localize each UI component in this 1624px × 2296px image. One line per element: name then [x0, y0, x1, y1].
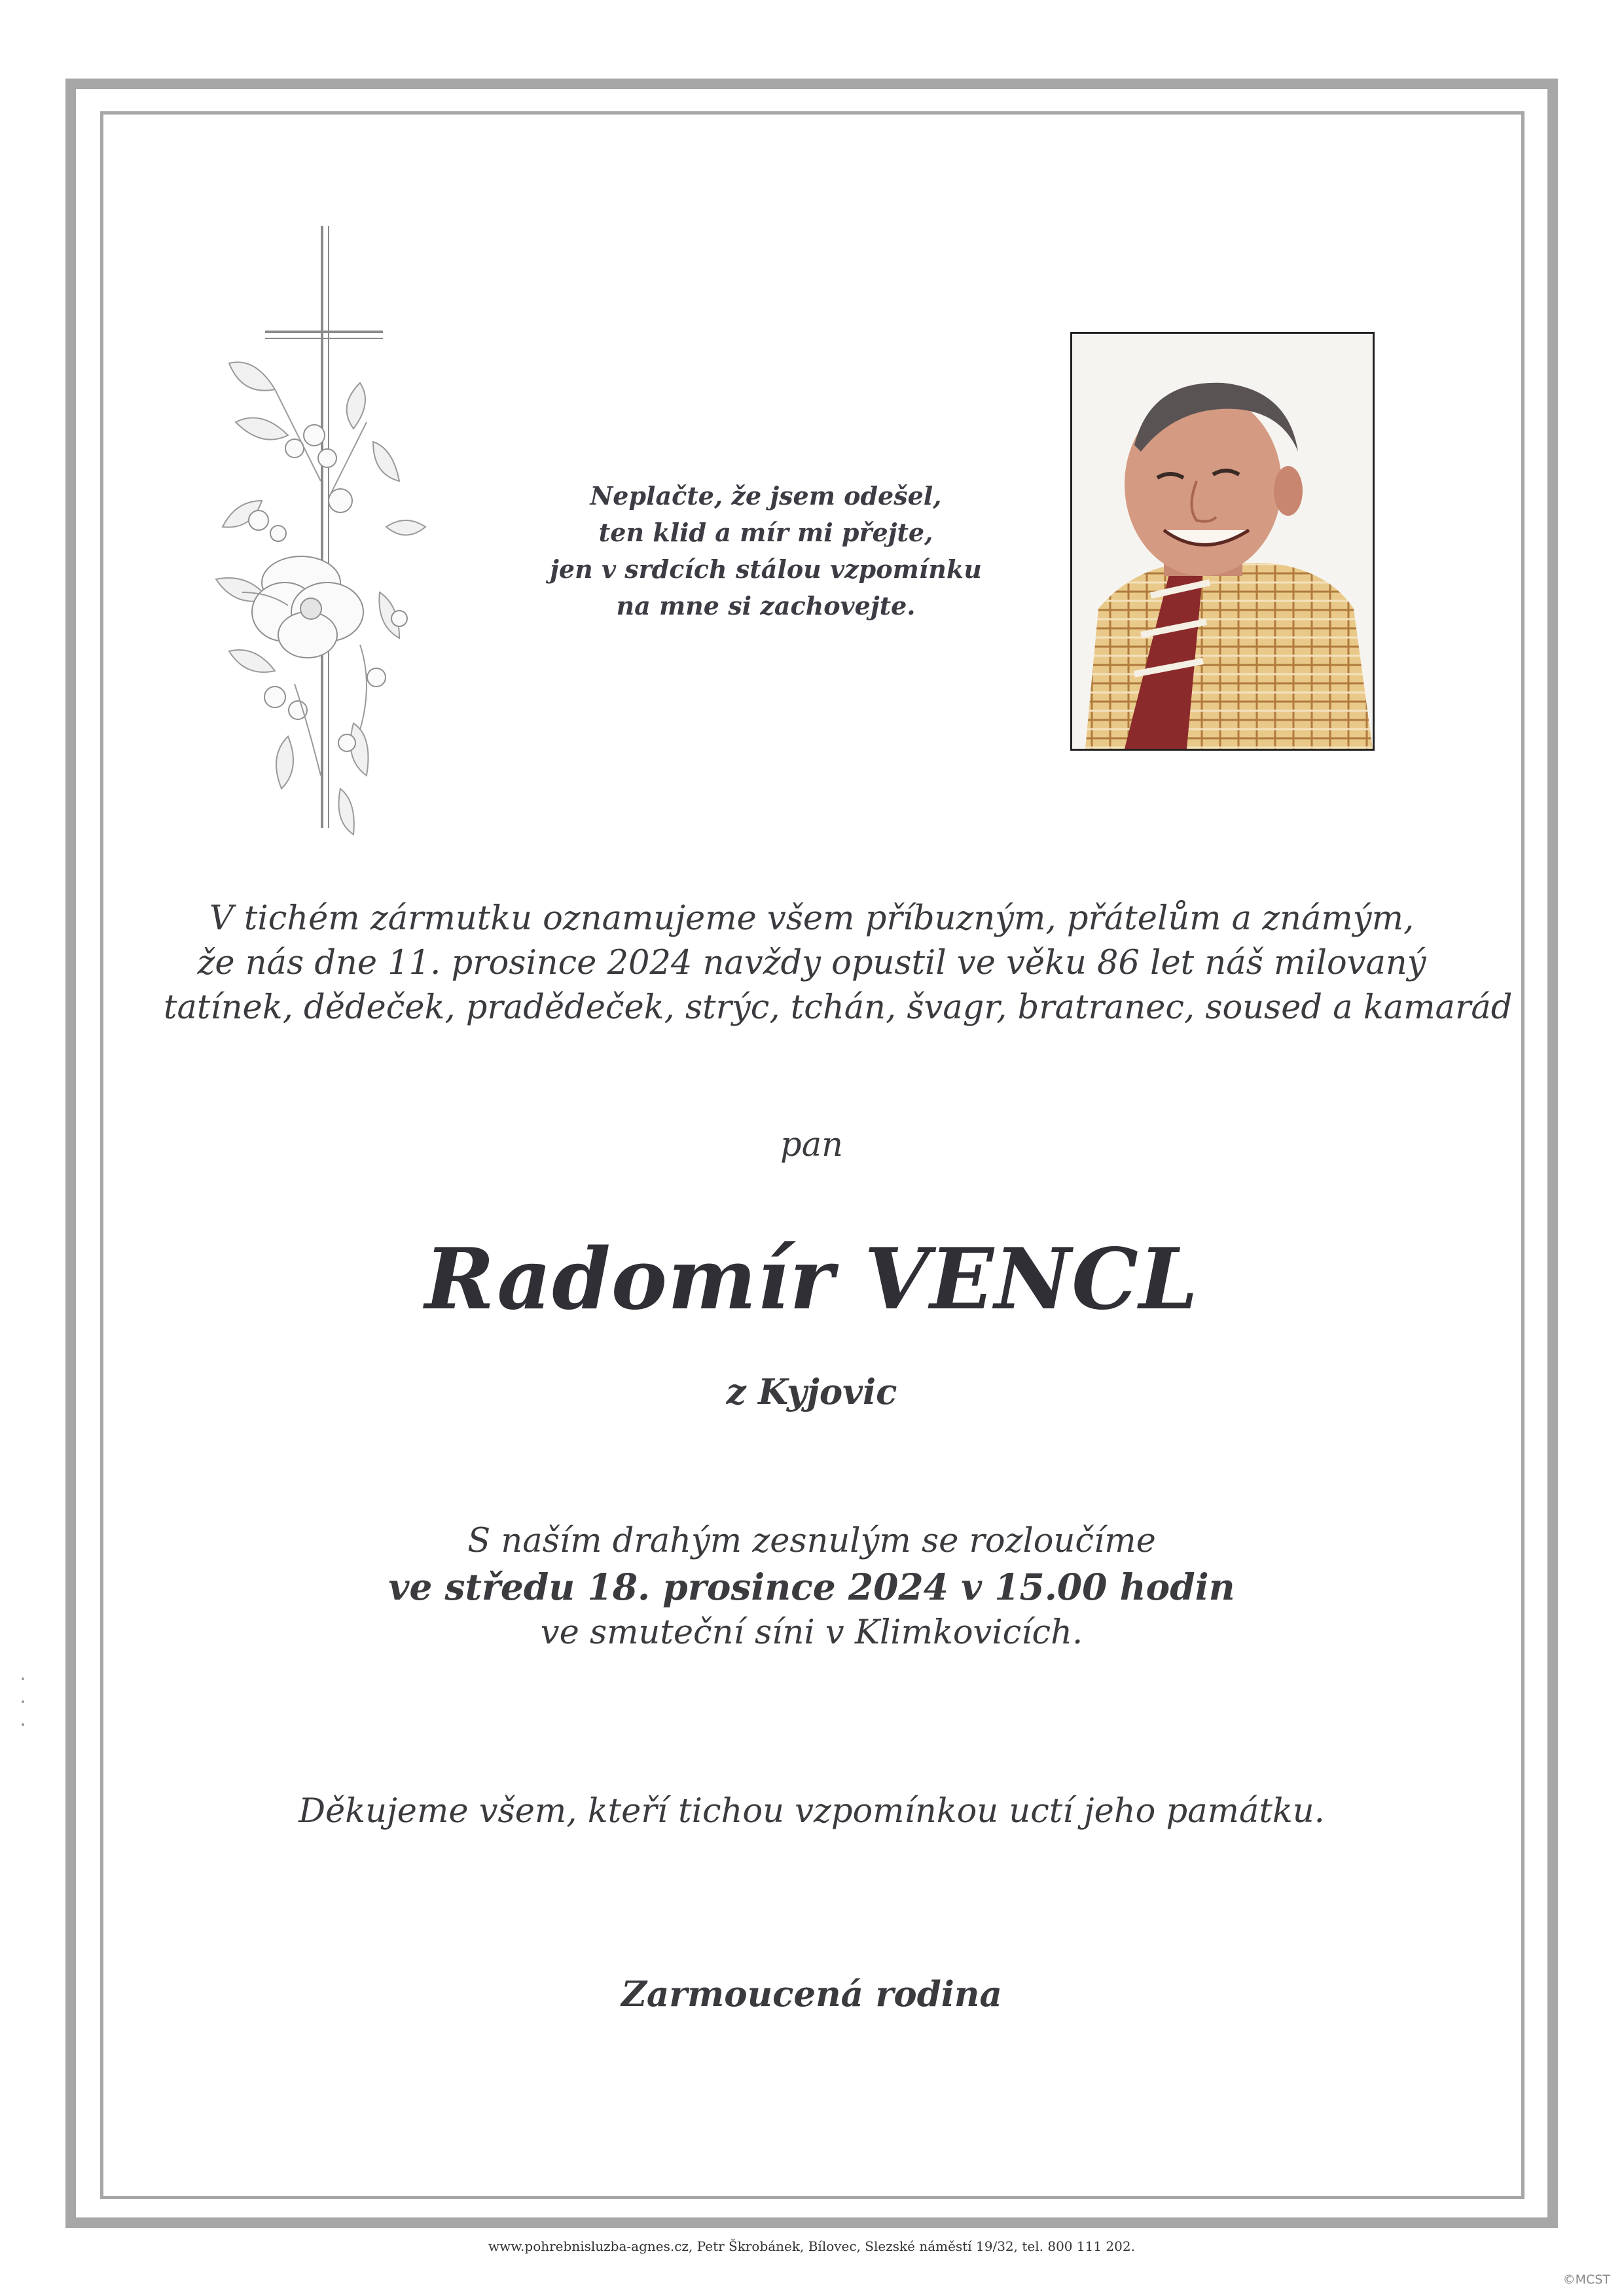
- announcement-text: [164, 897, 1513, 1030]
- deceased-name: Radomír VENCL: [425, 1230, 1199, 1329]
- poem-line: ten klid a mír mi přejte,: [598, 518, 933, 547]
- memorial-poem: [497, 478, 1034, 624]
- family-signature: Zarmoucená rodina: [621, 1974, 1002, 2015]
- portrait-photo: [1070, 332, 1375, 751]
- cross-flower-ornament: [190, 226, 439, 848]
- announcement-line: tatínek, dědeček, pradědeček, strýc, tchán, švagr, bratranec, soused a kamarád: [164, 988, 1513, 1027]
- poem-line: na mne si zachovejte.: [616, 591, 916, 620]
- ceremony-info: [255, 1518, 1368, 1656]
- deceased-origin: z Kyjovic: [726, 1372, 897, 1412]
- corner-mark: ©MCST: [1562, 2272, 1610, 2287]
- ceremony-date: ve středu 18. prosince 2024 v 15.00 hodin: [388, 1566, 1235, 1608]
- honorific: pan: [780, 1126, 843, 1164]
- ceremony-place: ve smuteční síni v Klimkovicích.: [540, 1613, 1083, 1652]
- scan-margin-dots: [21, 1676, 25, 1728]
- poem-line: jen v srdcích stálou vzpomínku: [550, 554, 982, 584]
- ceremony-line: S naším drahým zesnulým se rozloučíme: [467, 1522, 1156, 1560]
- thanks-text: Děkujeme všem, kteří tichou vzpomínkou uctí jeho památku.: [298, 1792, 1325, 1831]
- announcement-line: V tichém zármutku oznamujeme všem příbuzným, přátelům a známým,: [209, 899, 1415, 938]
- announcement-line: že nás dne 11. prosince 2024 navždy opustil ve věku 86 let náš milovaný: [197, 944, 1426, 982]
- poem-line: Neplačte, že jsem odešel,: [590, 481, 942, 511]
- funeral-service-footer: www.pohrebnisluzba-agnes.cz, Petr Škrobánek, Bílovec, Slezské náměstí 19/32, tel. 800 111 202.: [488, 2238, 1135, 2254]
